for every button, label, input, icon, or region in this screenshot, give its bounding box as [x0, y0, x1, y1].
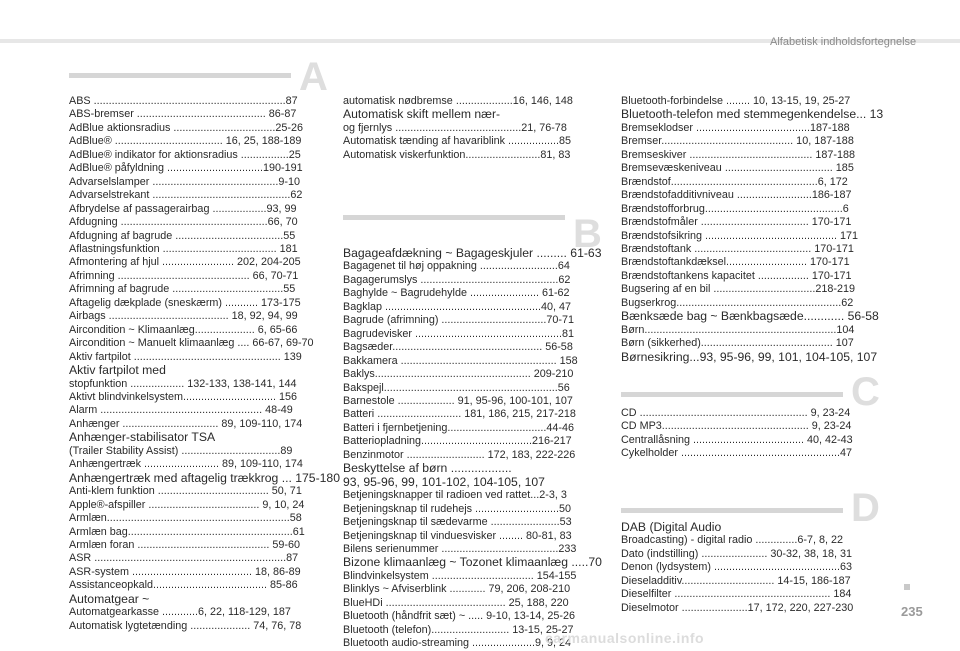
- index-entry: Børn................................................................104: [621, 323, 855, 336]
- index-entry: Afdugning af bagrude ....................................55: [69, 229, 296, 242]
- section-c-letter: C: [851, 370, 880, 414]
- index-entry: Brændstofsikring ............................................ 171: [621, 229, 859, 242]
- index-entry: Aktiv fartpilot med: [69, 363, 166, 378]
- index-entry: Anhænger-stabilisator TSA: [69, 430, 216, 445]
- index-entry: AdBlue® .................................... 16, 25, 188-189: [69, 135, 302, 148]
- index-entry: Alarm ...................................................... 48-49: [69, 404, 293, 417]
- index-entry: Denon (lydsystem) ..........................................63: [621, 561, 852, 574]
- index-entry: Afrimning ............................................ 66, 70-71: [69, 269, 299, 282]
- index-entry: Bluetooth audio-streaming .....................9, 9, 24: [343, 637, 572, 650]
- index-entry: Anhænger ................................ 89, 109-110, 174: [69, 417, 303, 430]
- index-entry: Betjeningsknap til rudehejs ............................50: [343, 502, 572, 515]
- section-b-letter: B: [573, 212, 602, 256]
- index-entry: Bagagenet til høj oppakning ..........................64: [343, 260, 570, 273]
- index-entry: Betjeningsknap til vinduesvisker ........ 80-81, 83: [343, 529, 572, 542]
- index-entry: Bagrudevisker .................................................81: [343, 327, 575, 340]
- index-entry: Automatisk skift mellem nær-: [343, 107, 501, 122]
- index-entry: Aftagelig dækplade (sneskærm) ........... 173-175: [69, 296, 301, 309]
- index-entry: Baghylde ~ Bagrudehylde ....................... 61-62: [343, 287, 570, 300]
- index-column-d: [621, 521, 875, 615]
- section-d-letter: D: [851, 486, 880, 530]
- index-entry: Aktivt blindvinkelsystem............................... 156: [69, 390, 298, 403]
- index-entry: DAB (Digital Audio: [621, 520, 722, 534]
- index-entry: 93, 95-96, 99, 101-102, 104-105, 107: [343, 474, 545, 489]
- index-entry: stopfunktion .................. 132-133, 138-141, 144: [69, 377, 297, 390]
- index-entry: Dieseladditiv............................... 14-15, 186-187: [621, 574, 851, 587]
- index-column-c: [621, 407, 875, 461]
- index-entry: BlueHDi ........................................ 25, 188, 220: [343, 596, 569, 609]
- index-entry: Bugsering af en bil ..................................218-219: [621, 283, 856, 296]
- index-entry: Batteri i fjernbetjening.................................44-46: [343, 421, 575, 434]
- index-entry: Cykelholder .....................................................47: [621, 447, 853, 460]
- index-entry: Blindvinkelsystem .................................. 154-155: [343, 569, 577, 582]
- index-entry: Betjeningsknap til sædevarme .......................53: [343, 516, 572, 529]
- index-entry: Bagklap ....................................................40, 47: [343, 300, 572, 313]
- index-entry: Brændstofforbrug..............................................6: [621, 202, 849, 215]
- index-entry: Børn (sikkerhed)............................................ 107: [621, 337, 854, 350]
- index-column-b: [343, 246, 602, 651]
- section-a-divider: [69, 73, 291, 78]
- index-entry: og fjernlys ..........................................21, 76-78: [343, 121, 567, 134]
- index-entry: Bremseskiver ......................................... 187-188: [621, 148, 856, 161]
- index-entry: Airbags ........................................ 18, 92, 94, 99: [69, 310, 298, 323]
- index-entry: Bilens serienummer .......................................233: [343, 542, 577, 555]
- index-entry: Afbrydelse af passagerairbag ..................93, 99: [69, 202, 297, 215]
- index-entry: Bakkamera .................................................... 158: [343, 354, 578, 367]
- index-entry: Dato (indstilling) ...................... 30-32, 38, 18, 31: [621, 547, 853, 560]
- watermark: carmanualsonline.info: [545, 630, 705, 646]
- index-entry: AdBlue® indikator for aktionsradius ................25: [69, 148, 301, 161]
- index-entry: Bagagerumslys ..............................................62: [343, 273, 571, 286]
- index-entry: Bremseklodser ......................................187-188: [621, 121, 850, 134]
- index-entry: (Trailer Stability Assist) .................................89: [69, 444, 293, 457]
- index-entry: Bænksæde bag ~ Bænkbagsæde............ 56-58: [621, 309, 879, 324]
- index-entry: CD MP3................................................. 9, 23-24: [621, 420, 852, 433]
- index-entry: Dieselmotor ......................17, 172, 220, 227-230: [621, 601, 854, 614]
- index-entry: Dieselfilter .................................................... 184: [621, 588, 852, 601]
- index-entry: Baklys.................................................... 209-210: [343, 368, 574, 381]
- index-entry: Aircondition ~ Klimaanlæg.................... 6, 65-66: [69, 323, 298, 336]
- index-entry: Bagageafdækning ~ Bagageskjuler ......... 61-63: [343, 246, 602, 260]
- index-entry: Brændstof.................................................6, 172: [621, 175, 848, 188]
- index-entry: Advarselstrekant ..............................................62: [69, 189, 303, 202]
- index-entry: Afdugning .................................................66, 70: [69, 216, 298, 229]
- index-entry: Brændstoftank ....................................... 170-171: [621, 242, 854, 255]
- index-entry: Brændstoftankdæksel........................... 170-171: [621, 256, 850, 269]
- index-entry: Anhængertræk med aftagelig trækkrog ... 175-180: [69, 470, 340, 485]
- index-entry: Batteriopladning.....................................216-217: [343, 435, 572, 448]
- page-number: 235: [901, 604, 923, 619]
- index-entry: ABS-bremser ........................................... 86-87: [69, 108, 297, 121]
- index-entry: Batteri ............................ 181, 186, 215, 217-218: [343, 408, 576, 421]
- index-entry: Bakspejl..........................................................56: [343, 381, 570, 394]
- index-entry: Bugserkrog.......................................................62: [621, 296, 854, 309]
- index-entry: automatisk nødbremse ...................16, 146, 148: [343, 95, 573, 107]
- index-entry: ASR ................................................................87: [69, 552, 299, 565]
- index-entry: Bremsevæskeniveau .................................... 185: [621, 162, 854, 175]
- index-entry: Aircondition ~ Manuelt klimaanlæg .... 66-67, 69-70: [69, 337, 314, 350]
- index-entry: Bagrude (afrimning) ...................................70-71: [343, 314, 575, 327]
- index-entry: AdBlue® påfyldning ................................190-191: [69, 162, 303, 175]
- index-entry: Beskyttelse af børn ..................: [343, 461, 512, 476]
- index-entry: Brændstofmåler .................................... 170-171: [621, 216, 852, 229]
- index-entry: Anti-klem funktion ..................................... 50, 71: [69, 485, 302, 498]
- index-entry: Bluetooth (håndfrit sæt) ~ ..... 9-10, 13-14, 25-26: [343, 610, 575, 623]
- index-entry: Afmontering af hjul ........................ 202, 204-205: [69, 256, 301, 269]
- index-entry: CD ........................................................ 9, 23-24: [621, 407, 851, 419]
- section-b-divider: [343, 215, 565, 220]
- index-column-b-cont: [621, 95, 884, 364]
- index-entry: Bagsæder.................................................. 56-58: [343, 341, 573, 354]
- index-entry: Blinklys ~ Afviserblink ............ 79, 206, 208-210: [343, 583, 571, 596]
- index-entry: Automatgear ~: [69, 591, 150, 606]
- running-header: Alfabetisk indholdsfortegnelse: [770, 36, 917, 48]
- index-entry: Armlæn foran ............................................ 59-60: [69, 538, 301, 551]
- index-entry: Bluetooth-forbindelse ........ 10, 13-15, 19, 25-27: [621, 95, 851, 107]
- index-entry: Automatisk tænding af havariblink .................85: [343, 135, 572, 148]
- index-entry: Armlæn.............................................................58: [69, 512, 302, 525]
- index-column-a: [69, 95, 340, 633]
- section-a-letter: A: [299, 55, 328, 99]
- index-entry: Afrimning af bagrude .....................................55: [69, 283, 296, 296]
- section-d-divider: [621, 508, 843, 513]
- page-marker: [904, 584, 910, 590]
- index-entry: ABS ................................................................87: [69, 95, 298, 107]
- index-entry: Brændstoftankens kapacitet ................. 170-171: [621, 269, 852, 282]
- index-entry: Barnestole ................... 91, 95-96, 100-101, 107: [343, 394, 573, 407]
- index-entry: Bluetooth-telefon med stemmegenkendelse... 13: [621, 107, 884, 122]
- index-entry: Bremser............................................ 10, 187-188: [621, 135, 854, 148]
- index-entry: Automatisk viskerfunktion.........................81, 83: [343, 148, 571, 161]
- index-entry: Bizone klimaanlæg ~ Tozonet klimaanlæg .....70: [343, 555, 602, 570]
- index-entry: Aktiv fartpilot ................................................. 139: [69, 350, 302, 363]
- index-entry: Automatisk lygtetænding .................... 74, 76, 78: [69, 619, 302, 632]
- index-entry: AdBlue aktionsradius ..................................25-26: [69, 121, 304, 134]
- index-entry: Brændstofadditivniveau .........................186-187: [621, 189, 852, 202]
- index-entry: Benzinmotor .......................... 172, 183, 222-226: [343, 448, 576, 461]
- index-entry: Aflastningsfunktion ...................................... 181: [69, 242, 298, 255]
- index-entry: Børnesikring...93, 95-96, 99, 101, 104-105, 107: [621, 349, 878, 364]
- index-entry: Advarselslamper ..........................................9-10: [69, 175, 301, 188]
- index-column-a-cont: [343, 95, 597, 162]
- index-entry: Assistanceopkald...................................... 85-86: [69, 579, 298, 592]
- index-entry: Broadcasting) - digital radio ..............6-7, 8, 22: [621, 534, 844, 547]
- index-entry: Automatgearkasse ............6, 22, 118-129, 187: [69, 606, 291, 619]
- index-entry: Apple®-afspiller ..................................... 9, 10, 24: [69, 498, 305, 511]
- index-entry: ASR-system ........................................ 18, 86-89: [69, 565, 301, 578]
- index-entry: Bluetooth (telefon).......................... 13-15, 25-27: [343, 623, 574, 636]
- section-c-divider: [621, 392, 843, 397]
- index-entry: Anhængertræk ......................... 89, 109-110, 174: [69, 458, 303, 471]
- index-entry: Betjeningsknapper til radioen ved rattet...2-3, 3: [343, 489, 567, 502]
- index-entry: Centrallåsning ..................................... 40, 42-43: [621, 433, 853, 446]
- index-entry: Armlæn bag.......................................................61: [69, 525, 305, 538]
